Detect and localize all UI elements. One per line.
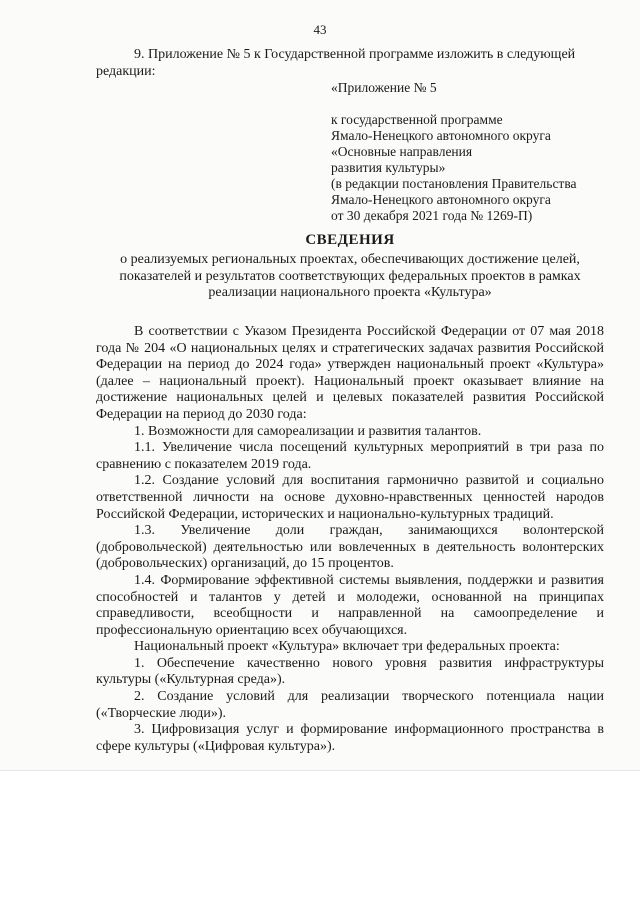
page-number: 43	[313, 22, 327, 37]
body-paragraph: 1.3. Увеличение доли граждан, занимающихся волонтерской (добровольческой) деятельностью или вовлеченных в деятельность волонтерских (добровольческих) организаций, до 15 процентов.	[96, 523, 604, 572]
intro-line-2: редакции:	[96, 64, 156, 79]
appendix-line: развития культуры»	[331, 160, 446, 175]
appendix-line: от 30 декабря 2021 года № 1269-П)	[331, 208, 533, 223]
body-paragraph: В соответствии с Указом Президента Российской Федерации от 07 мая 2018 года № 204 «О национальных целях и стратегических задачах развития Российской Федерации на период до 2024 года» утвержден национальный проект «Культура» (далее – национальный проект). Национальный проект оказывает влияние на достижение национальных целей и целевых показателей развития Российской Федерации на период до 2030 года:	[96, 324, 604, 422]
body-paragraph: Национальный проект «Культура» включает три федеральных проекта:	[134, 639, 560, 655]
body-paragraph: 2. Создание условий для реализации творческого потенциала нации («Творческие люди»).	[96, 689, 604, 721]
appendix-line: Ямало-Ненецкого автономного округа	[331, 128, 551, 143]
body-paragraph: 1. Возможности для самореализации и развития талантов.	[134, 423, 482, 439]
body-paragraph: 1.4. Формирование эффективной системы выявления, поддержки и развития способностей и талантов у детей и молодежи, основанной на принципах справедливости, всеобщности и направленной на самоопределение и профессиональную ориентацию всех обучающихся.	[96, 572, 604, 638]
page-edge	[0, 770, 640, 771]
body-paragraph: 1.1. Увеличение числа посещений культурных мероприятий в три раза по сравнению с показателем 2019 года.	[96, 440, 604, 472]
appendix-line: Ямало-Ненецкого автономного округа	[331, 192, 551, 207]
subheading-line: реализации национального проекта «Культура»	[208, 285, 492, 300]
subheading-line: о реализуемых региональных проектах, обеспечивающих достижение целей,	[120, 252, 580, 267]
body-paragraph: 3. Цифровизация услуг и формирование информационного пространства в сфере культуры («Цифровая культура»).	[96, 722, 604, 754]
appendix-line: к государственной программе	[331, 112, 503, 127]
appendix-line: (в редакции постановления Правительства	[331, 176, 577, 191]
body-paragraph: 1.2. Создание условий для воспитания гармонично развитой и социально ответственной личности на основе духовно-нравственных ценностей народов Российской Федерации, исторических и национально-культурных традиций.	[96, 473, 604, 522]
document-subheading	[96, 252, 604, 302]
intro-paragraph	[96, 46, 604, 80]
appendix-title: «Приложение № 5	[331, 80, 437, 95]
intro-line-1: 9. Приложение № 5 к Государственной программе изложить в следующей	[134, 47, 576, 62]
document-body	[96, 324, 604, 755]
appendix-line: «Основные направления	[331, 144, 473, 159]
document-heading: СВЕДЕНИЯ	[305, 232, 395, 248]
appendix-block	[331, 80, 621, 224]
subheading-line: показателей и результатов соответствующих федеральных проектов в рамках	[119, 268, 581, 284]
body-paragraph: 1. Обеспечение качественно нового уровня развития инфраструктуры культуры («Культурная среда»).	[96, 655, 604, 688]
